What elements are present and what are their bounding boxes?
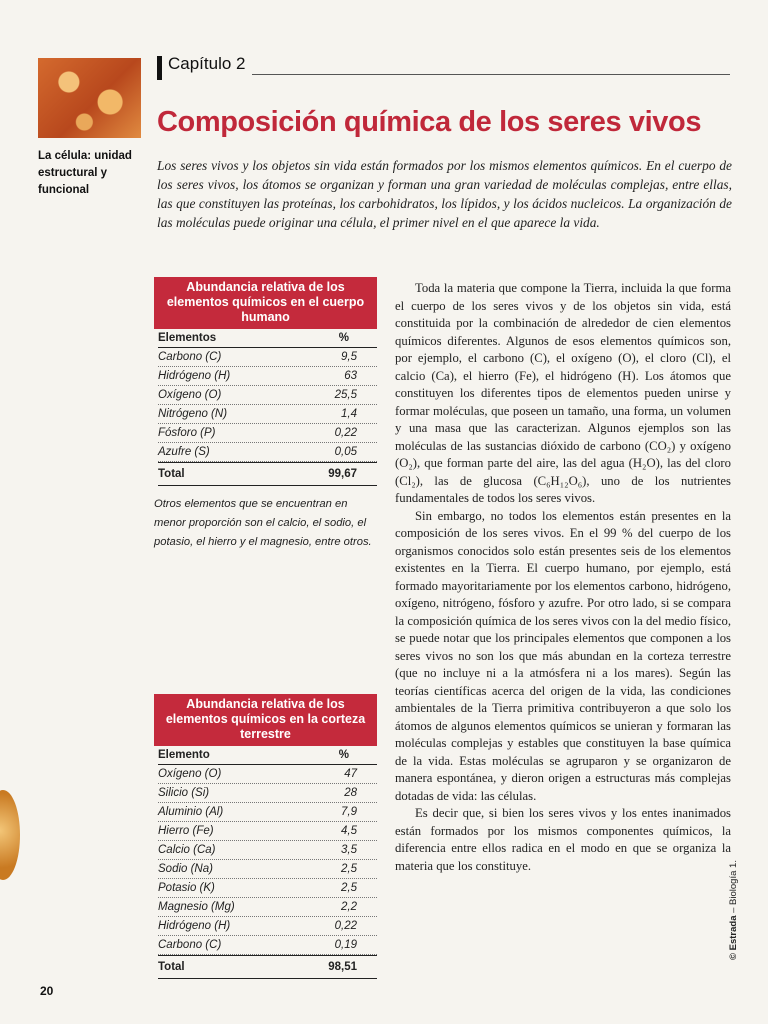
element-percent: 0,05 [334,446,357,458]
table-row [158,367,377,386]
table-header-row [158,746,377,765]
element-name: Oxígeno (O) [158,389,222,401]
element-percent: 2,2 [341,901,357,913]
element-name: Azufre (S) [158,446,210,458]
table-row [158,879,377,898]
element-percent: 47 [344,768,357,780]
element-percent: 0,22 [334,427,357,439]
col-element-header: Elementos [158,332,217,344]
table-header-row [158,329,377,348]
element-name: Calcio (Ca) [158,844,216,856]
table-row [158,765,377,784]
element-percent: 0,19 [334,939,357,951]
element-percent: 28 [344,787,357,799]
element-percent: 7,9 [341,806,357,818]
total-label: Total [158,468,185,480]
element-name: Potasio (K) [158,882,215,894]
element-name: Carbono (C) [158,939,222,951]
table-total-row [158,955,377,979]
element-name: Magnesio (Mg) [158,901,235,913]
body-paragraph-2: Sin embargo, no todos los elementos están presentes en la composición de los seres vivos. En el 99 % del cuerpo de los organismos conocidos solo están presentes seis de los elementos existentes en la Tierra. El cuerpo humano, por ejemplo, está formado mayoritariamente por los elementos carbono, hidrógeno, oxígeno, nitrógeno, fósforo y azufre. Por otro lado, si se compara la composición química de los seres vivos con la del medio físico, se puede notar que los principales elementos que componen a los seres vivos no son los que más abundan en la corteza terrestre (que no incluye ni a la atmósfera ni a los mares). Según las teorías científicas acerca del origen de la vida, las condiciones ambientales de la Tierra primitiva contribuyeron a que solo los átomos de algunos elementos químicos se unieran y formaran las moléculas complejas y estables que constituyen la base química de la vida. Estas moléculas se agruparon y se organizaron de manera espontánea, y dieron origen a estructuras más complejas dotadas de vida: las células. [395,508,731,803]
table-title: Abundancia relativa de los elementos químicos en la corteza terrestre [154,694,377,746]
element-percent: 4,5 [341,825,357,837]
element-name: Aluminio (Al) [158,806,224,818]
table-footnote: Otros elementos que se encuentran en menor proporción son el calcio, el sodio, el potasio, el hierro y el magnesio, entre otros. [154,498,372,548]
cell-illustration [38,58,141,138]
element-percent: 63 [344,370,357,382]
col-percent-header: % [338,332,349,344]
element-percent: 9,5 [341,351,357,363]
intro-paragraph: Los seres vivos y los objetos sin vida están formados por los mismos elementos químicos. En el cuerpo de los seres vivos, los átomos se organizan y forman una gran variedad de moléculas complejas, entre ellas, las que constituyen las proteínas, los carbohidratos, los lípidos, y los ácidos nucleicos. La organización de las moléculas puede originar una célula, el primer nivel en el que aparece la vida. [157,158,732,230]
table-row [158,860,377,879]
table-row [158,803,377,822]
table-row [158,443,377,462]
element-name: Hierro (Fe) [158,825,214,837]
credit-book: – Biología 1. [728,860,739,916]
total-label: Total [158,961,185,973]
credit-brand: © Estrada [728,915,739,960]
page-title: Composición química de los seres vivos [157,106,702,138]
element-name: Hidrógeno (H) [158,920,231,932]
table-total-row [158,462,377,486]
publisher-credit [728,820,739,960]
element-name: Oxígeno (O) [158,768,222,780]
table-row [158,841,377,860]
decorative-shape [0,790,20,880]
table-earth-crust [154,694,377,979]
element-percent: 1,4 [341,408,357,420]
table-row [158,917,377,936]
element-name: Fósforo (P) [158,427,216,439]
element-percent: 2,5 [341,863,357,875]
element-name: Hidrógeno (H) [158,370,231,382]
chapter-label: Capítulo 2 [168,54,246,73]
element-percent: 0,22 [334,920,357,932]
total-value: 98,51 [328,961,357,973]
table-row [158,936,377,955]
element-percent: 25,5 [334,389,357,401]
element-percent: 2,5 [341,882,357,894]
table-human-body [154,277,377,486]
chapter-marker [157,56,162,80]
total-value: 99,67 [328,468,357,480]
table-row [158,386,377,405]
table-row [158,424,377,443]
col-element-header: Elemento [158,749,210,761]
element-name: Carbono (C) [158,351,222,363]
table-row [158,348,377,367]
chapter-rule [252,74,730,75]
section-side-title: La célula: unidad estructural y funcional [38,150,132,196]
table-row [158,784,377,803]
col-percent-header: % [338,749,349,761]
element-name: Silicio (Si) [158,787,210,799]
table-row [158,405,377,424]
element-name: Nitrógeno (N) [158,408,228,420]
body-paragraph-3: Es decir que, si bien los seres vivos y los entes inanimados están formados por los mismos componentes químicos, la diferencia entre ellos radica en el modo en que se organiza la materia que los constituye. [395,806,731,873]
table-row [158,898,377,917]
element-percent: 3,5 [341,844,357,856]
body-paragraph-1: Toda la materia que compone la Tierra, incluida la que forma el cuerpo de los seres vivos y de los objetos sin vida, está constituida por la combinación de alrededor de cien elementos químicos diferentes. Algunos de esos elementos químicos son, por ejemplo, el carbono (C), el oxígeno (O), el cloro (Cl), el calcio (Ca), el hierro (Fe), el hidrógeno (H). Los átomos que constituyen los diferentes tipos de elementos pueden unirse y formar moléculas, que poseen un tamaño, una forma, un volumen y una masa que las caracterizan. Algunos ejemplos son las moléculas de las sustancias dióxido de carbono (CO₂) y oxígeno (O₂), que forman parte del aire, las del agua (H₂O), las del cloro (Cl₂), las de glucosa (C₆H₁₂O₆), uno de los nutrientes fundamentales de todos los seres vivos. [395,281,731,505]
table-title: Abundancia relativa de los elementos químicos en el cuerpo humano [154,277,377,329]
body-text [395,280,731,875]
page-number: 20 [40,984,54,998]
table-row [158,822,377,841]
element-name: Sodio (Na) [158,863,213,875]
